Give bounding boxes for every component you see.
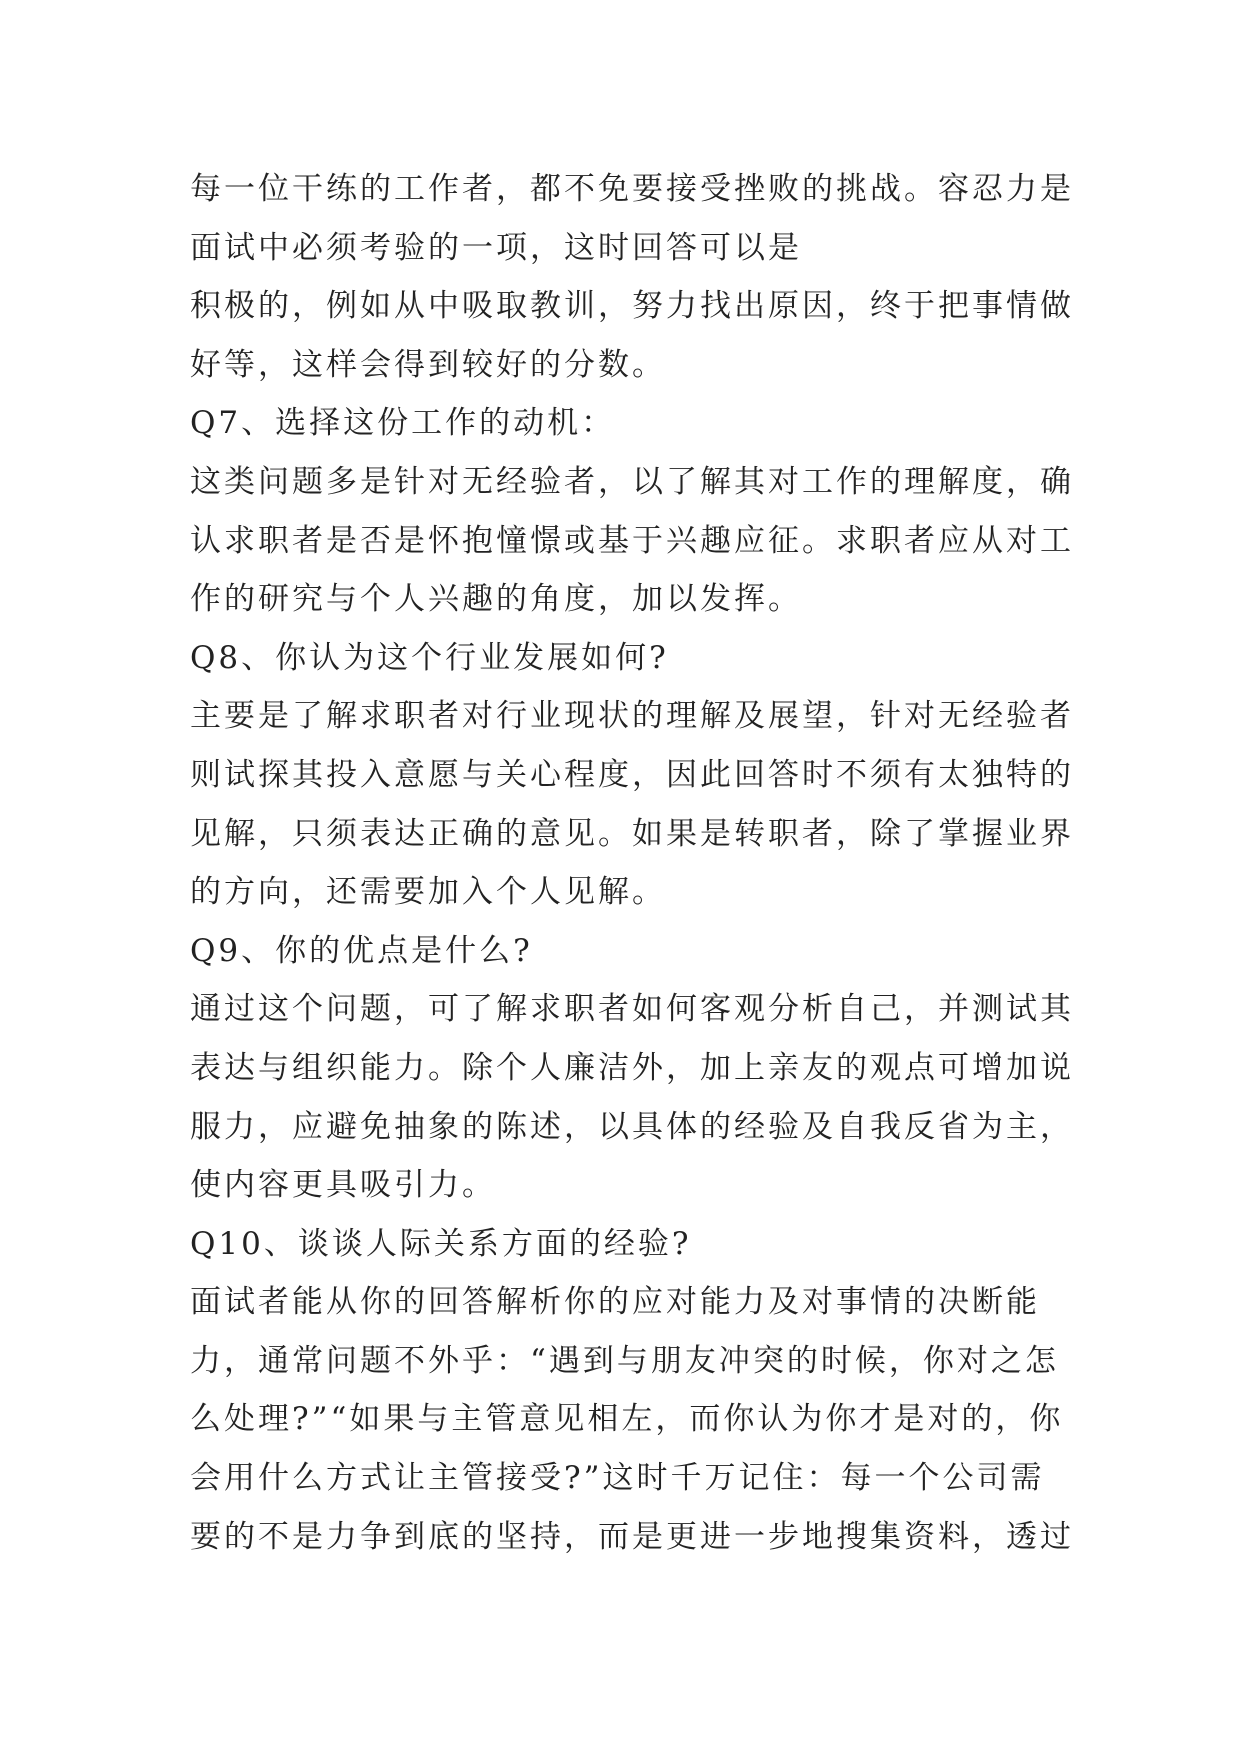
text-line-10: 主要是了解求职者对行业现状的理解及展望，针对无经验者: [190, 698, 1074, 735]
text-line-11: 则试探其投入意愿与关心程度，因此回答时不须有太独特的: [190, 756, 1074, 793]
text-line-16: 表达与组织能力。除个人廉洁外，加上亲友的观点可增加说: [190, 1049, 1074, 1086]
text-line-18: 使内容更具吸引力。: [190, 1167, 496, 1204]
text-line-2: 面试中必须考验的一项，这时回答可以是: [190, 229, 802, 266]
text-line-15: 通过这个问题，可了解求职者如何客观分析自己，并测试其: [190, 991, 1074, 1028]
body-text: [190, 160, 1074, 1566]
text-line-1: 每一位干练的工作者，都不免要接受挫败的挑战。容忍力是: [190, 171, 1074, 207]
text-line-21: 力，通常问题不外乎：“遇到与朋友冲突的时候，你对之怎: [190, 1342, 1059, 1379]
question-heading-q8: Q8、你认为这个行业发展如何?: [190, 639, 669, 676]
text-line-24: 要的不是力争到底的坚持，而是更进一步地搜集资料，透过: [190, 1518, 1074, 1555]
question-heading-q10: Q10、谈谈人际关系方面的经验?: [190, 1225, 692, 1262]
question-heading-q9: Q9、你的优点是什么?: [190, 932, 533, 969]
text-line-23: 会用什么方式让主管接受?”这时千万记住：每一个公司需: [190, 1460, 1045, 1497]
text-line-3: 积极的，例如从中吸取教训，努力找出原因，终于把事情做: [190, 288, 1074, 325]
question-heading-q7: Q7、选择这份工作的动机：: [190, 405, 616, 442]
text-line-8: 作的研究与个人兴趣的角度，加以发挥。: [190, 581, 802, 618]
text-line-7: 认求职者是否是怀抱憧憬或基于兴趣应征。求职者应从对工: [190, 522, 1074, 559]
text-line-4: 好等，这样会得到较好的分数。: [190, 346, 666, 383]
text-line-13: 的方向，还需要加入个人见解。: [190, 874, 666, 911]
text-line-20: 面试者能从你的回答解析你的应对能力及对事情的决断能: [190, 1284, 1040, 1321]
text-line-17: 服力，应避免抽象的陈述，以具体的经验及自我反省为主，: [190, 1108, 1074, 1145]
text-line-6: 这类问题多是针对无经验者，以了解其对工作的理解度，确: [190, 463, 1074, 500]
text-line-22: 么处理?”“如果与主管意见相左，而你认为你才是对的，你: [190, 1401, 1064, 1438]
text-line-12: 见解，只须表达正确的意见。如果是转职者，除了掌握业界: [190, 815, 1074, 852]
